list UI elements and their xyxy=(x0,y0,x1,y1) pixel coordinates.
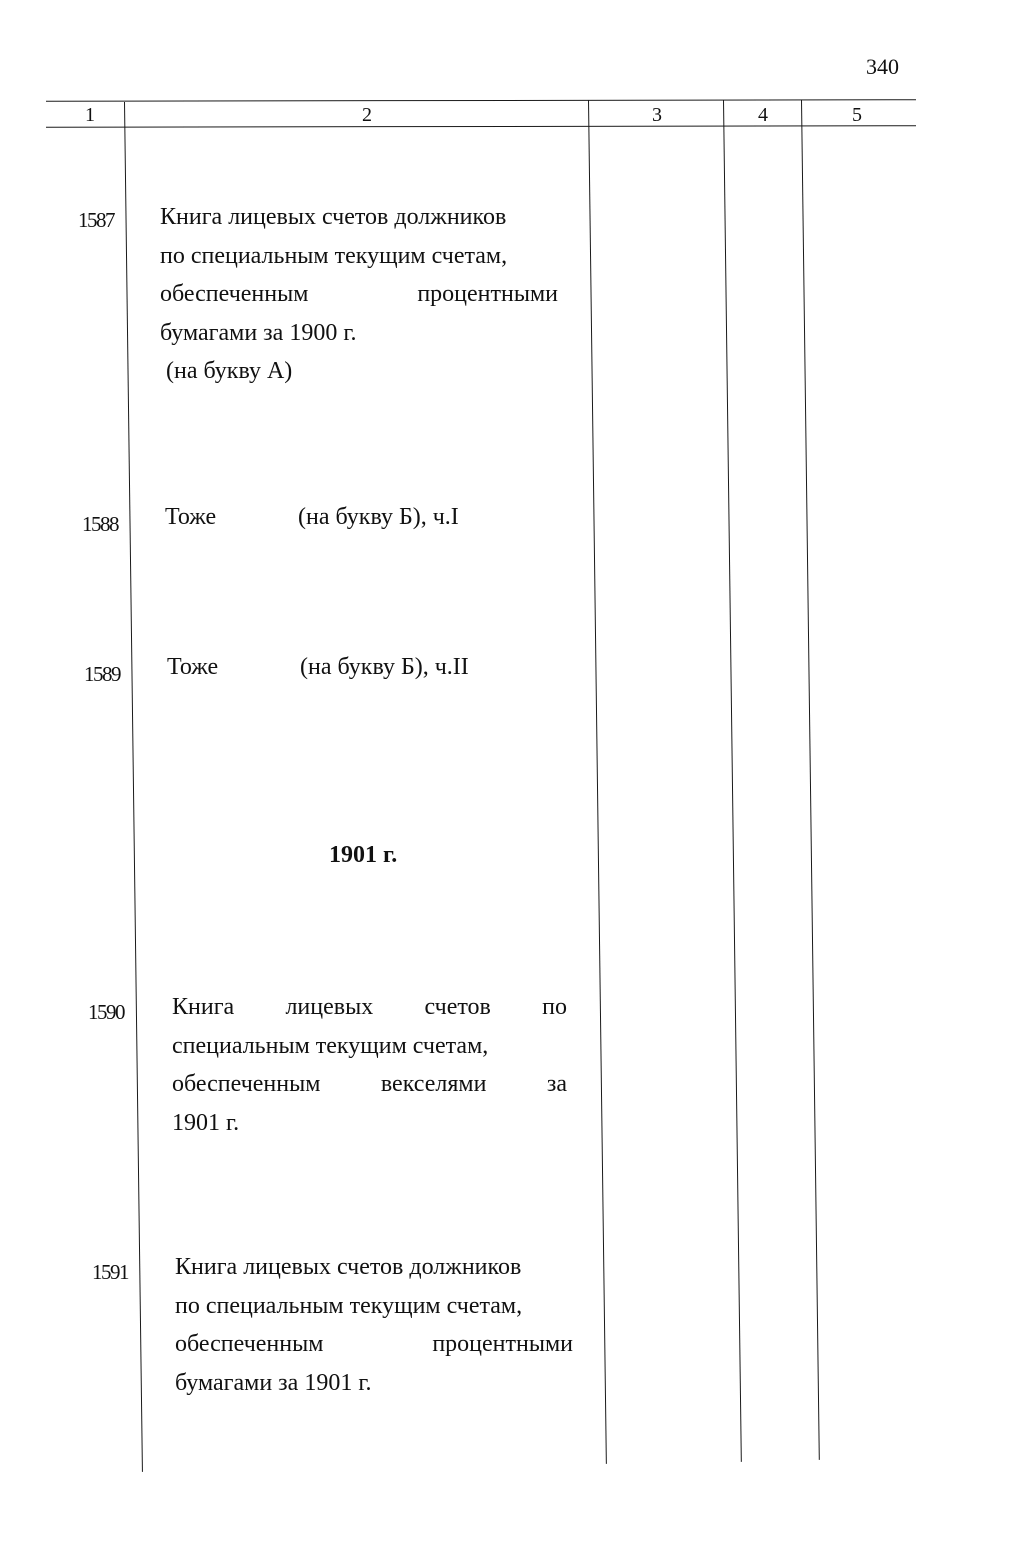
description-line: обеспеченным процентными xyxy=(175,1331,573,1357)
column-header-2: 2 xyxy=(362,104,372,126)
description-line: обеспеченным векселями за xyxy=(172,1071,567,1097)
description-line: Книга лицевых счетов должников xyxy=(160,204,507,230)
record-description xyxy=(160,198,558,391)
record-number: 1591 xyxy=(92,1260,128,1284)
record-number: 1590 xyxy=(88,1000,124,1024)
description-line: (на букву А) xyxy=(166,358,293,384)
description-line: специальным текущим счетам, xyxy=(172,1032,489,1059)
column-header-1: 1 xyxy=(85,104,95,126)
column-divider xyxy=(801,100,820,1460)
record-detail: (на букву Б), ч.II xyxy=(300,654,469,680)
same-as-above-label: Тоже xyxy=(167,654,219,680)
column-header-3: 3 xyxy=(652,104,662,126)
column-header-4: 4 xyxy=(758,104,768,126)
description-line: бумагами за 1900 г. xyxy=(160,319,357,346)
column-header-5: 5 xyxy=(852,104,862,126)
record-description xyxy=(175,1248,573,1402)
record-number: 1587 xyxy=(78,208,114,232)
description-line: обеспеченным процентными xyxy=(160,281,558,307)
record-number: 1588 xyxy=(82,512,118,536)
description-line: Книга лицевых счетов по xyxy=(172,994,567,1020)
table-header-top-rule xyxy=(46,99,916,102)
description-line: по специальным текущим счетам, xyxy=(175,1292,523,1319)
column-divider xyxy=(723,100,742,1462)
description-line: Книга лицевых счетов должников xyxy=(175,1254,522,1280)
table-header-bottom-rule xyxy=(46,125,916,128)
page-number: 340 xyxy=(866,54,899,79)
record-description xyxy=(172,988,567,1142)
record-detail: (на букву Б), ч.I xyxy=(298,504,459,530)
same-as-above-label: Тоже xyxy=(165,504,217,530)
record-number: 1589 xyxy=(84,662,120,686)
description-line: по специальным текущим счетам, xyxy=(160,242,508,269)
description-line: 1901 г. xyxy=(172,1109,240,1136)
year-section-heading: 1901 г. xyxy=(329,842,398,868)
column-divider xyxy=(588,100,607,1464)
description-line: бумагами за 1901 г. xyxy=(175,1369,372,1396)
